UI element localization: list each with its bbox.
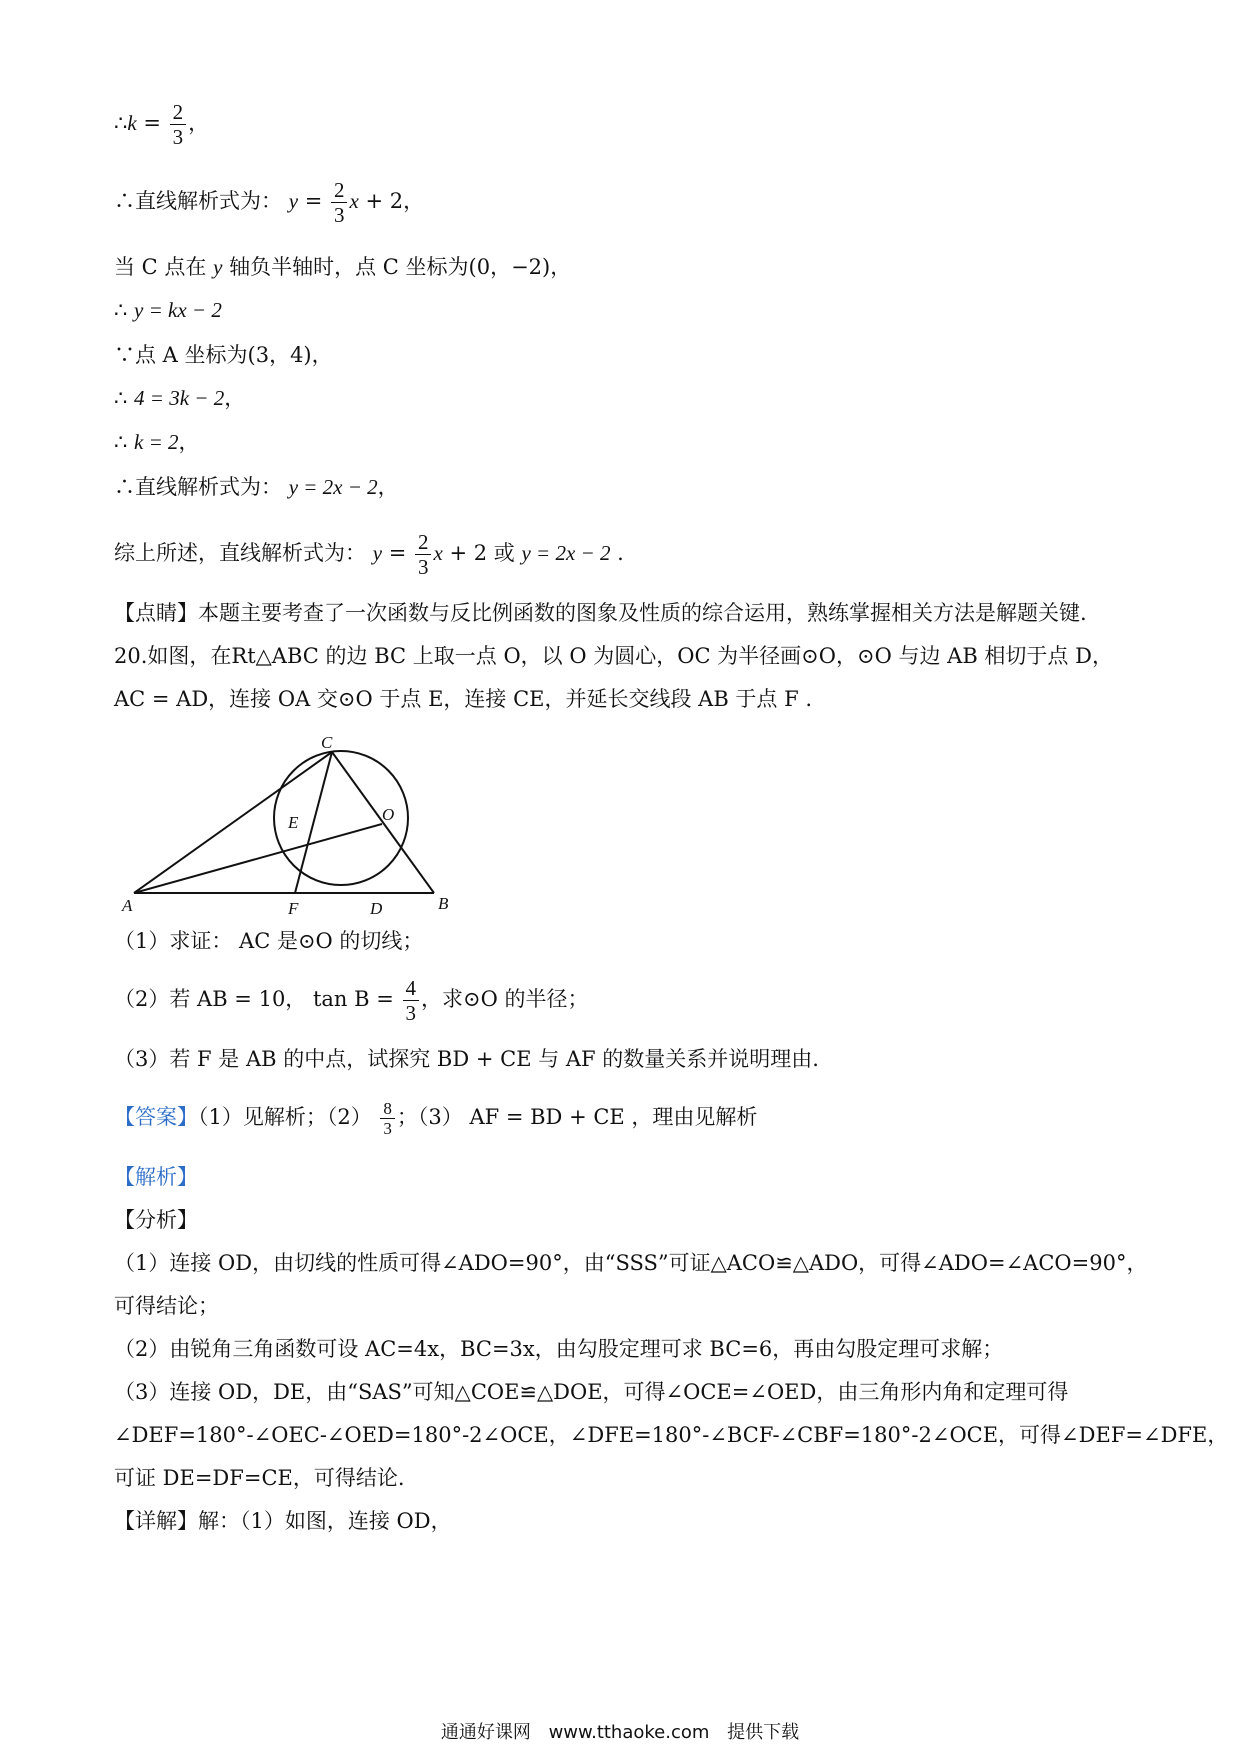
fenxi-tag	[114, 1205, 198, 1235]
fraction-denominator: 3	[380, 1118, 395, 1138]
text: ；（3） AF = BD + CE ，理由见解析	[396, 1105, 758, 1129]
text: ，求⊙O 的半径；	[421, 987, 589, 1011]
text: ∵点 A 坐标为(3，4)，	[114, 343, 333, 367]
punct: ，	[377, 475, 399, 499]
question-1	[114, 926, 423, 956]
line-equation-1	[114, 178, 424, 227]
line-c-negative	[114, 252, 571, 282]
math-op: =	[298, 189, 329, 213]
label-a: A	[122, 896, 133, 915]
segment-cf	[295, 752, 332, 893]
fraction	[415, 530, 432, 579]
math-expr: + 2	[442, 541, 488, 565]
text: 轴负半轴时，点 C 坐标为(0，−2)，	[222, 255, 572, 279]
analysis-3	[114, 1377, 1068, 1407]
fraction-denominator: 3	[331, 202, 348, 227]
text: 【分析】	[114, 1208, 198, 1232]
line-summary	[114, 530, 624, 579]
math-expr: y = kx − 2	[134, 298, 222, 322]
fraction-denominator: 3	[403, 1000, 420, 1025]
text: （2）由锐角三角函数可设 AC=4x，BC=3x，由勾股定理可求 BC=6，再由勾股定理可求解；	[114, 1337, 1004, 1361]
label-d: D	[370, 899, 383, 916]
text: 综上所述，直线解析式为：	[114, 541, 373, 565]
detail-line	[114, 1506, 452, 1536]
math-var: x	[433, 541, 443, 565]
label-o: O	[382, 805, 395, 824]
text: （1）求证： AC 是⊙O 的切线；	[114, 929, 424, 953]
text: 【详解】解：（1）如图，连接 OD，	[114, 1509, 452, 1533]
math-op: =	[136, 111, 168, 135]
punct: ，	[224, 386, 246, 410]
line-k-value	[114, 100, 209, 149]
label-e: E	[288, 813, 299, 832]
fraction	[170, 100, 187, 149]
text: 20.如图，在Rt△ABC 的边 BC 上取一点 O，以 O 为圆心，OC 为半径画⊙O，⊙O 与边 AB 相切于点 D，	[114, 644, 1113, 668]
fraction-numerator: 2	[172, 100, 184, 124]
text: 可证 DE=DF=CE，可得结论.	[114, 1466, 405, 1490]
analysis-1b	[114, 1291, 219, 1321]
text: ∴直线解析式为：	[114, 475, 289, 499]
text: （3）若 F 是 AB 的中点，试探究 BD + CE 与 AF 的数量关系并说明理由.	[114, 1047, 819, 1071]
page-footer	[0, 1718, 1240, 1744]
text: （1）连接 OD，由切线的性质可得∠ADO=90°，由“SSS”可证△ACO≌△ADO，可得∠ADO=∠ACO=90°，	[114, 1251, 1148, 1275]
segment-oa	[134, 824, 382, 893]
math-var: k	[127, 111, 137, 135]
text: 可得结论；	[114, 1294, 219, 1318]
analysis-3c	[114, 1463, 405, 1493]
math-var: y	[372, 541, 383, 565]
question-2	[114, 976, 589, 1025]
punct: ，	[403, 189, 425, 213]
text: 当 C 点在	[114, 255, 214, 279]
analysis-2	[114, 1334, 1003, 1364]
punct: .	[610, 541, 624, 565]
fraction-numerator: 2	[333, 178, 345, 202]
label-f: F	[288, 899, 299, 916]
line-y-kx-2	[114, 295, 222, 325]
label-b: B	[438, 894, 449, 913]
analysis-1	[114, 1248, 1147, 1278]
line-k-2	[114, 427, 200, 457]
punct: ，	[178, 430, 200, 454]
fraction	[380, 1099, 395, 1138]
line-equation-2	[114, 472, 399, 502]
fraction	[403, 976, 420, 1025]
math-expr: + 2	[358, 189, 404, 213]
therefore-sign: ∴	[114, 386, 135, 410]
text: （2）若 AB = 10， tan B =	[114, 987, 401, 1011]
answer-line	[114, 1099, 757, 1138]
fraction-denominator: 3	[170, 124, 187, 149]
question-3	[114, 1044, 819, 1074]
label-c: C	[321, 736, 333, 752]
text: （3）连接 OD，DE，由“SAS”可知△COE≌△DOE，可得∠OCE=∠OED，由三角形内角和定理可得	[114, 1380, 1069, 1404]
jiexi-tag	[114, 1162, 198, 1192]
math-expr: y = 2x − 2	[521, 541, 611, 565]
line-point-a	[114, 340, 333, 370]
therefore-sign: ∴	[114, 298, 135, 322]
text: 【点睛】本题主要考查了一次函数与反比例函数的图象及性质的综合运用，熟练掌握相关方法是解题关键.	[114, 601, 1087, 625]
therefore-sign: ∴	[114, 111, 128, 135]
answer-tag: 【答案】	[114, 1105, 198, 1129]
footer-site-name: 通通好课网	[440, 1722, 531, 1743]
punct: ，	[188, 111, 210, 135]
fraction-numerator: 2	[417, 530, 429, 554]
math-var: y	[213, 255, 223, 279]
problem-20-line-1	[114, 641, 1113, 671]
text: 或	[487, 541, 522, 565]
fraction-denominator: 3	[415, 554, 432, 579]
footer-url[interactable]: www.tthaoke.com	[548, 1722, 710, 1743]
fraction-numerator: 4	[405, 976, 417, 1000]
text: AC = AD，连接 OA 交⊙O 于点 E，连接 CE，并延长交线段 AB 于点 F .	[114, 687, 813, 711]
line-dianjing	[114, 598, 1087, 628]
geometry-figure	[118, 736, 468, 916]
text: ∠DEF=180°-∠OEC-∠OED=180°-2∠OCE，∠DFE=180°-∠BCF-∠CBF=180°-2∠OCE，可得∠DEF=∠DFE，	[114, 1423, 1229, 1447]
fraction-numerator: 8	[383, 1099, 392, 1118]
line-4-eq	[114, 383, 245, 413]
math-var: y	[288, 189, 299, 213]
analysis-3b	[114, 1420, 1228, 1450]
math-expr: y = 2x − 2	[288, 475, 378, 499]
math-expr: 4 = 3k − 2	[134, 386, 225, 410]
text: ∴直线解析式为：	[114, 189, 282, 213]
analysis-tag: 【解析】	[114, 1165, 198, 1189]
text: （1）见解析；（2）	[198, 1105, 379, 1129]
math-op: =	[382, 541, 413, 565]
problem-20-line-2	[114, 684, 812, 714]
math-expr: k = 2	[134, 430, 179, 454]
math-var: x	[349, 189, 359, 213]
therefore-sign: ∴	[114, 430, 135, 454]
footer-note: 提供下载	[727, 1722, 800, 1743]
fraction	[331, 178, 348, 227]
